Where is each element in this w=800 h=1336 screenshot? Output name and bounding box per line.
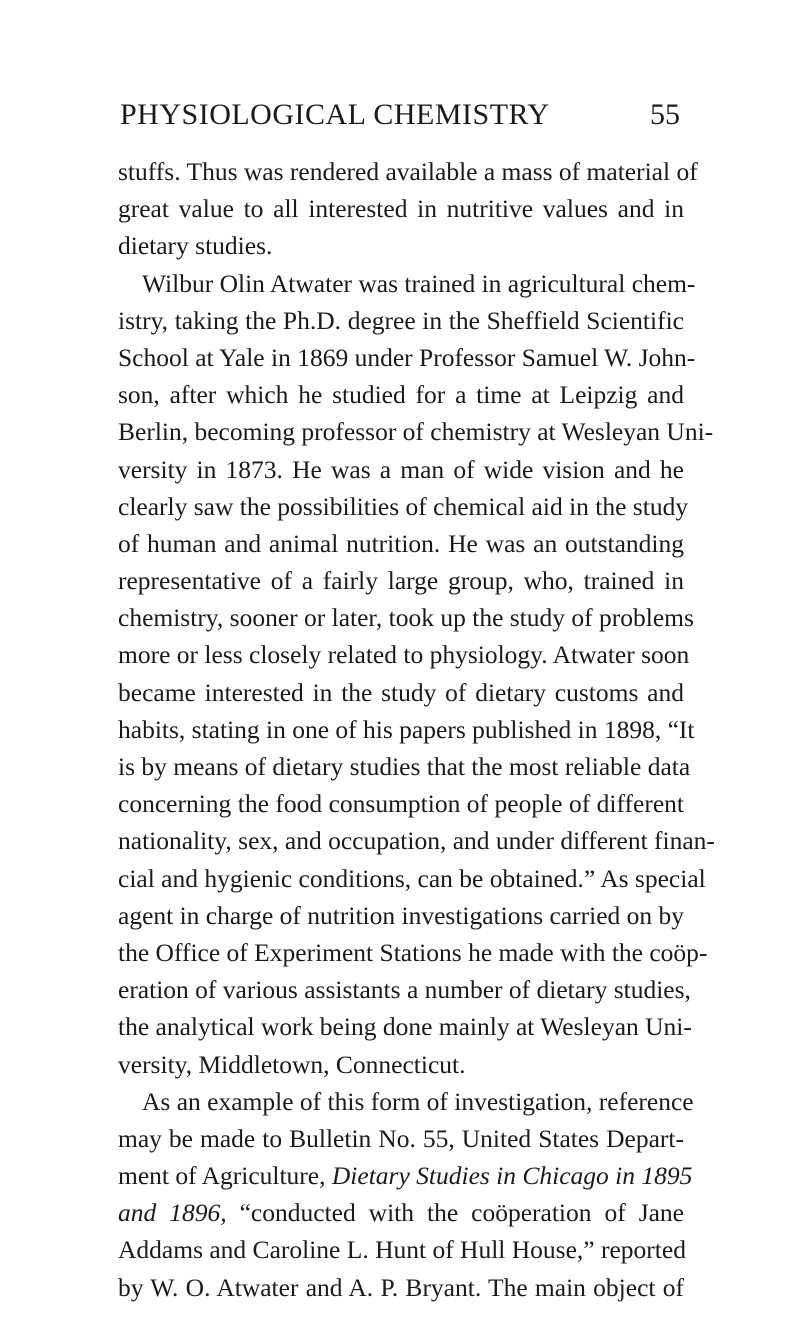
text-line: became interested in the study of dietary customs and [118, 677, 684, 707]
text-line: concerning the food consumption of people of different [118, 789, 684, 819]
text-line: istry, taking the Ph.D. degree in the Sheffield Scientific [118, 305, 684, 335]
text-line [118, 1157, 693, 1194]
text-segment: ment of Agriculture, [118, 1161, 332, 1191]
running-head [120, 98, 680, 138]
text-line: clearly saw the possibilities of chemical aid in the study [118, 491, 689, 521]
text-line: Berlin, becoming professor of chemistry at Wesleyan Uni- [118, 417, 714, 447]
text-line: stuffs. Thus was rendered available a mass of material of [118, 157, 698, 186]
text-line: habits, stating in one of his papers published in 1898, “It [118, 714, 695, 744]
text-line: more or less closely related to physiology. Atwater soon [118, 640, 690, 670]
text-line: the analytical work being done mainly at Wesleyan Uni- [118, 1012, 692, 1042]
text-line [118, 1194, 684, 1231]
text-line: versity, Middletown, Connecticut. [118, 1049, 466, 1079]
text-line: of human and animal nutrition. He was an outstanding [118, 528, 684, 558]
text-line: representative of a fairly large group, who, trained in [118, 566, 684, 596]
text-line: As an example of this form of investigation, reference [142, 1086, 694, 1116]
italic-title: and 1896, [118, 1198, 227, 1228]
page-number: 55 [650, 98, 680, 131]
italic-title: Dietary Studies in Chicago in 1895 [331, 1161, 693, 1191]
body-text [118, 153, 715, 1306]
text-line: Addams and Caroline L. Hunt of Hull House,” reported [118, 1235, 686, 1265]
text-line: son, after which he studied for a time at Leipzig and [118, 380, 684, 410]
text-line: the Office of Experiment Stations he made with the coöp- [118, 937, 708, 967]
text-segment: “conducted with the coöperation of Jane [226, 1198, 685, 1228]
text-line: dietary studies. [118, 231, 273, 261]
text-line: nationality, sex, and occupation, and under different finan- [118, 826, 715, 856]
text-line: is by means of dietary studies that the most reliable data [118, 752, 691, 781]
text-line: Wilbur Olin Atwater was trained in agricultural chem- [142, 268, 696, 298]
text-line: may be made to Bulletin No. 55, United States Depart- [118, 1123, 684, 1153]
text-line: versity in 1873. He was a man of wide vision and he [118, 454, 684, 484]
text-line: agent in charge of nutrition investigations carried on by [118, 900, 685, 930]
text-line: chemistry, sooner or later, took up the study of problems [118, 603, 694, 633]
text-line: School at Yale in 1869 under Professor Samuel W. John- [118, 342, 696, 372]
text-line: eration of various assistants a number of dietary studies, [118, 975, 691, 1005]
text-line: cial and hygienic conditions, can be obtained.” As special [118, 863, 706, 893]
text-line: great value to all interested in nutritive values and in [118, 194, 684, 224]
running-title: PHYSIOLOGICAL CHEMISTRY [120, 98, 550, 131]
text-line: by W. O. Atwater and A. P. Bryant. The main object of [118, 1272, 684, 1302]
